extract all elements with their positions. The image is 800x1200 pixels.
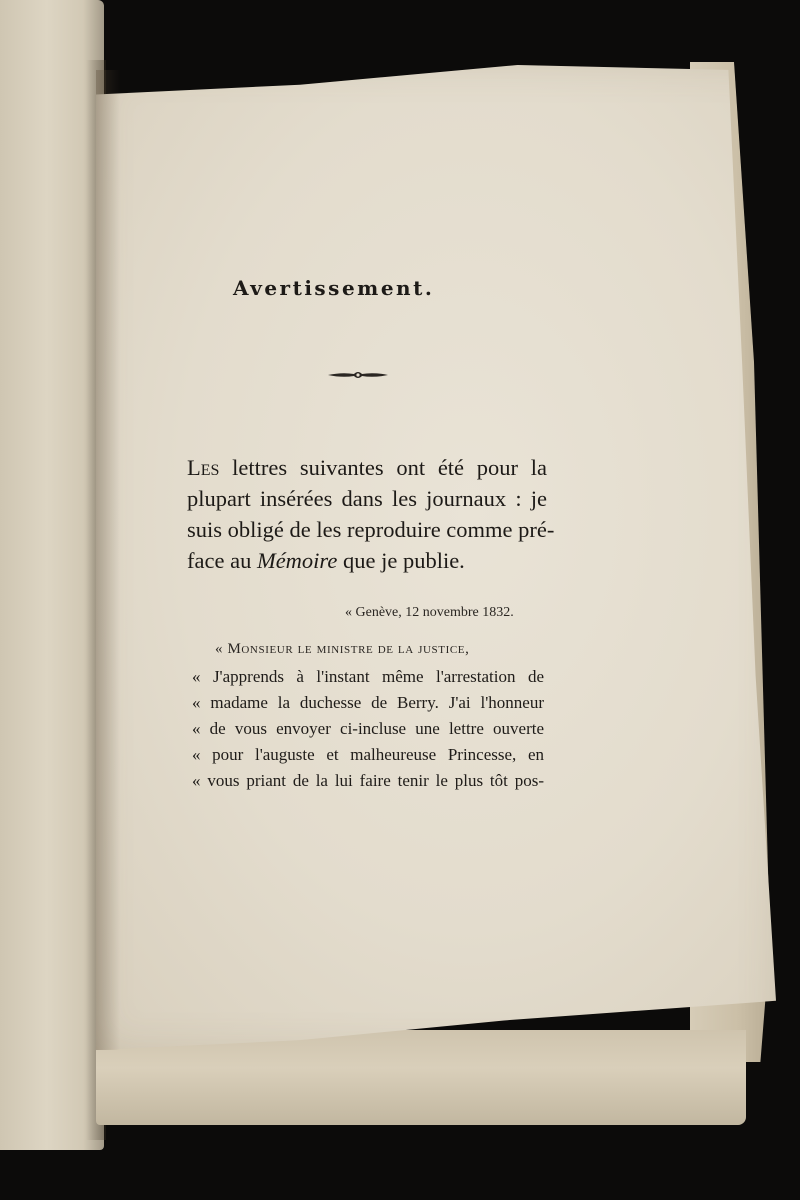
letter-line: « de vous envoyer ci-incluse une lettre ouverte bbox=[192, 719, 544, 738]
letter-dateline: « Genève, 12 novembre 1832. bbox=[345, 605, 514, 620]
gutter-shadow bbox=[96, 70, 120, 1050]
intro-italic-title: Mémoire bbox=[256, 548, 338, 573]
intro-line-3: suis obligé de les reproduire comme pré- bbox=[187, 517, 555, 542]
letter-line: « pour l'auguste et malheureuse Princesse, en bbox=[192, 745, 544, 764]
letter-line: « vous priant de la lui faire tenir le plus tôt pos- bbox=[192, 771, 544, 790]
intro-line-2: plupart insérées dans les journaux : je bbox=[187, 486, 547, 511]
letter-line: « madame la duchesse de Berry. J'ai l'honneur bbox=[192, 693, 544, 712]
intro-paragraph bbox=[187, 452, 555, 576]
letter-line: « J'apprends à l'instant même l'arrestation de bbox=[192, 667, 544, 686]
intro-line-1 bbox=[187, 452, 547, 483]
intro-line-4-before: face au bbox=[187, 548, 257, 573]
ornament-divider-icon bbox=[326, 368, 390, 382]
intro-line-1-text: lettres suivantes ont été pour la bbox=[219, 455, 547, 480]
intro-smallcaps-word: Les bbox=[187, 455, 220, 480]
intro-line-4 bbox=[187, 545, 547, 576]
letter-body bbox=[192, 664, 544, 794]
page-heading: Avertissement. bbox=[233, 276, 435, 300]
intro-line-4-after: que je publie. bbox=[337, 548, 465, 573]
letter-salutation: « Monsieur le ministre de la justice, bbox=[215, 641, 470, 657]
